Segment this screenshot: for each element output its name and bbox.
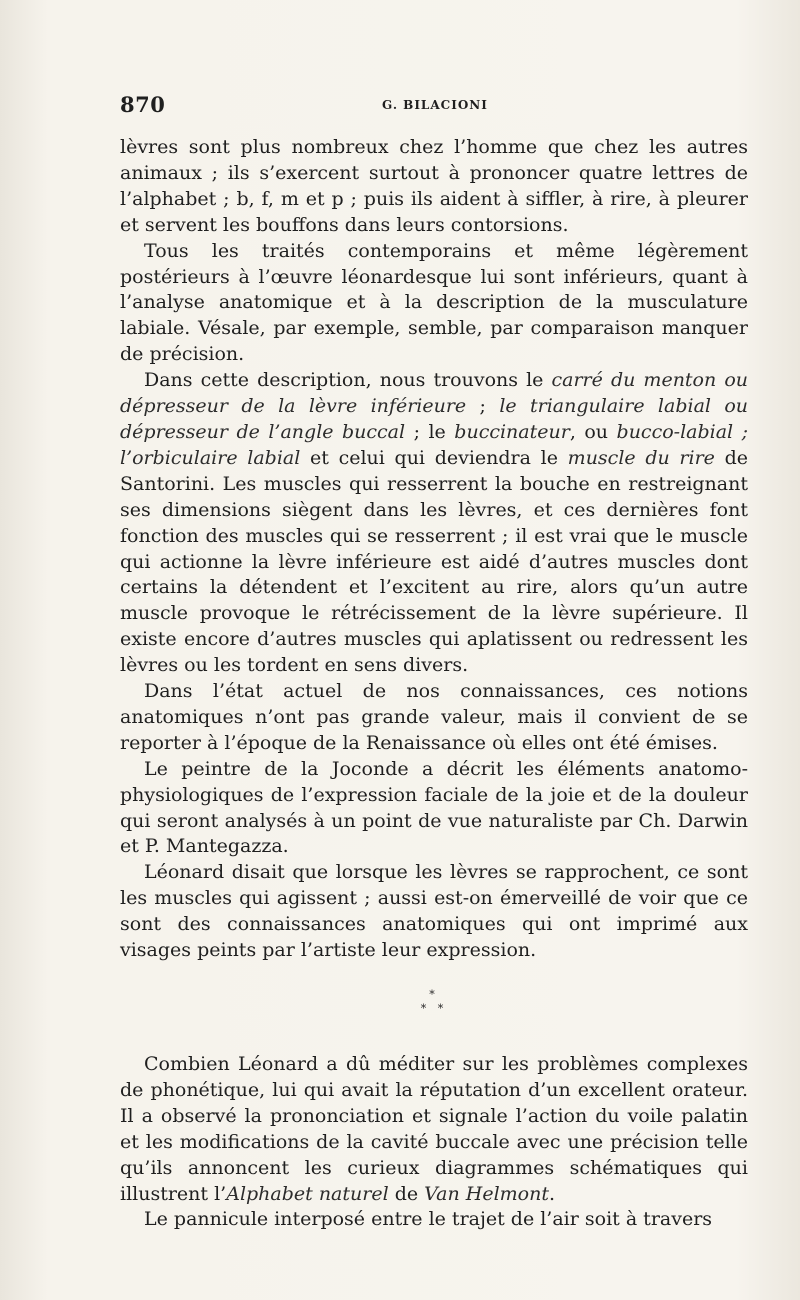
separator-star: * <box>429 988 439 1001</box>
text-run: Léonard disait que lorsque les lèvres se rapprochent, ce sont les muscles qui agissent ; aussi est-on émerveillé de voir que ce sont des connaissances anatomiques qui ont imprimé aux visages peints par l’artiste leur expression. <box>120 861 748 962</box>
text-run: , ou <box>569 420 617 443</box>
paragraph <box>120 1052 748 1207</box>
paragraph <box>120 239 748 369</box>
text-run: Tous les traités contemporains et même légèrement postérieurs à l’œuvre léonardesque lui sont inférieurs, quant à l’analyse anatomique et à la description de la musculature labiale. Vésale, par exemple, semble, par comparaison manquer de précision. <box>120 239 748 366</box>
separator-stars: * * <box>420 1002 448 1015</box>
italic-term: Alphabet naturel <box>226 1182 389 1205</box>
text-run: Le pannicule interposé entre le trajet de l’air soit à travers <box>144 1208 713 1231</box>
italic-term: Van Helmont <box>424 1182 549 1205</box>
text-run: Combien Léonard a dû méditer sur les problèmes complexes de phonétique, lui qui avait la réputation d’un excellent orateur. Il a observé la prononciation et signale l’action du voile palatin et les modifications de la cavité buccale avec une précision telle qu’ils annoncent les curieux diagrammes schématiques qui illustrent l’ <box>120 1053 748 1205</box>
text-run: . <box>548 1182 556 1205</box>
text-run: ; le <box>405 420 455 443</box>
paragraph <box>120 860 748 964</box>
text-run: lèvres sont plus nombreux chez l’homme que chez les autres animaux ; ils s’exercent surtout à prononcer quatre lettres de l’alphabet ; b, f, m et p ; puis ils aident à siffler, à rire, à pleurer et servent les bouffons dans leurs contorsions. <box>120 136 748 236</box>
text-run: ; <box>466 395 500 418</box>
paragraph <box>120 368 748 679</box>
paragraph <box>120 1207 748 1233</box>
text-run: Dans l’état actuel de nos connaissances, ces notions anatomiques n’ont pas grande valeur, mais il convient de se reporter à l’époque de la Renaissance où elles ont été émises. <box>120 680 748 754</box>
text-run: de Santorini. Les muscles qui resserrent la bouche en restreignant ses dimensions siègent dans les lèvres, et ces dernières font fonction des muscles qui se resserrent ; il est vrai que le muscle qui actionne la lèvre inférieure est aidé d’autres muscles dont certains la détendent et l’excitent au rire, alors qu’un autre muscle provoque le rétrécissement de la lèvre supérieure. Il existe encore d’autres muscles qui aplatissent ou redressent les lèvres ou les tordent en sens divers. <box>120 446 749 677</box>
text-run: Le peintre de la Joconde a décrit les éléments anatomo-physiologiques de l’expression faciale de la joie et de la douleur qui seront analysés à un point de vue naturaliste par Ch. Darwin et P. Mantegazza. <box>120 757 748 858</box>
italic-term: muscle du rire <box>567 446 715 469</box>
paragraph <box>120 135 748 239</box>
page-number: 870 <box>120 92 166 117</box>
italic-term: le triangulaire labial ou dépresseur de l’angle buccal <box>120 395 749 443</box>
text-run: et celui qui deviendra le <box>300 446 568 469</box>
text-run: Dans cette description, nous trouvons le <box>144 369 552 392</box>
running-head: G. BILACIONI <box>382 98 488 112</box>
italic-term: bucco-labial ; l’orbiculaire labial <box>120 420 749 469</box>
italic-term: buccinateur <box>454 420 570 443</box>
page-header <box>120 92 748 116</box>
paragraph <box>120 679 748 757</box>
text-run: de <box>388 1182 425 1205</box>
paragraph <box>120 757 748 861</box>
section-separator <box>120 988 748 1016</box>
italic-term: carré du menton ou dépresseur de la lèvre inférieure <box>120 369 748 418</box>
body-text <box>120 135 748 1233</box>
